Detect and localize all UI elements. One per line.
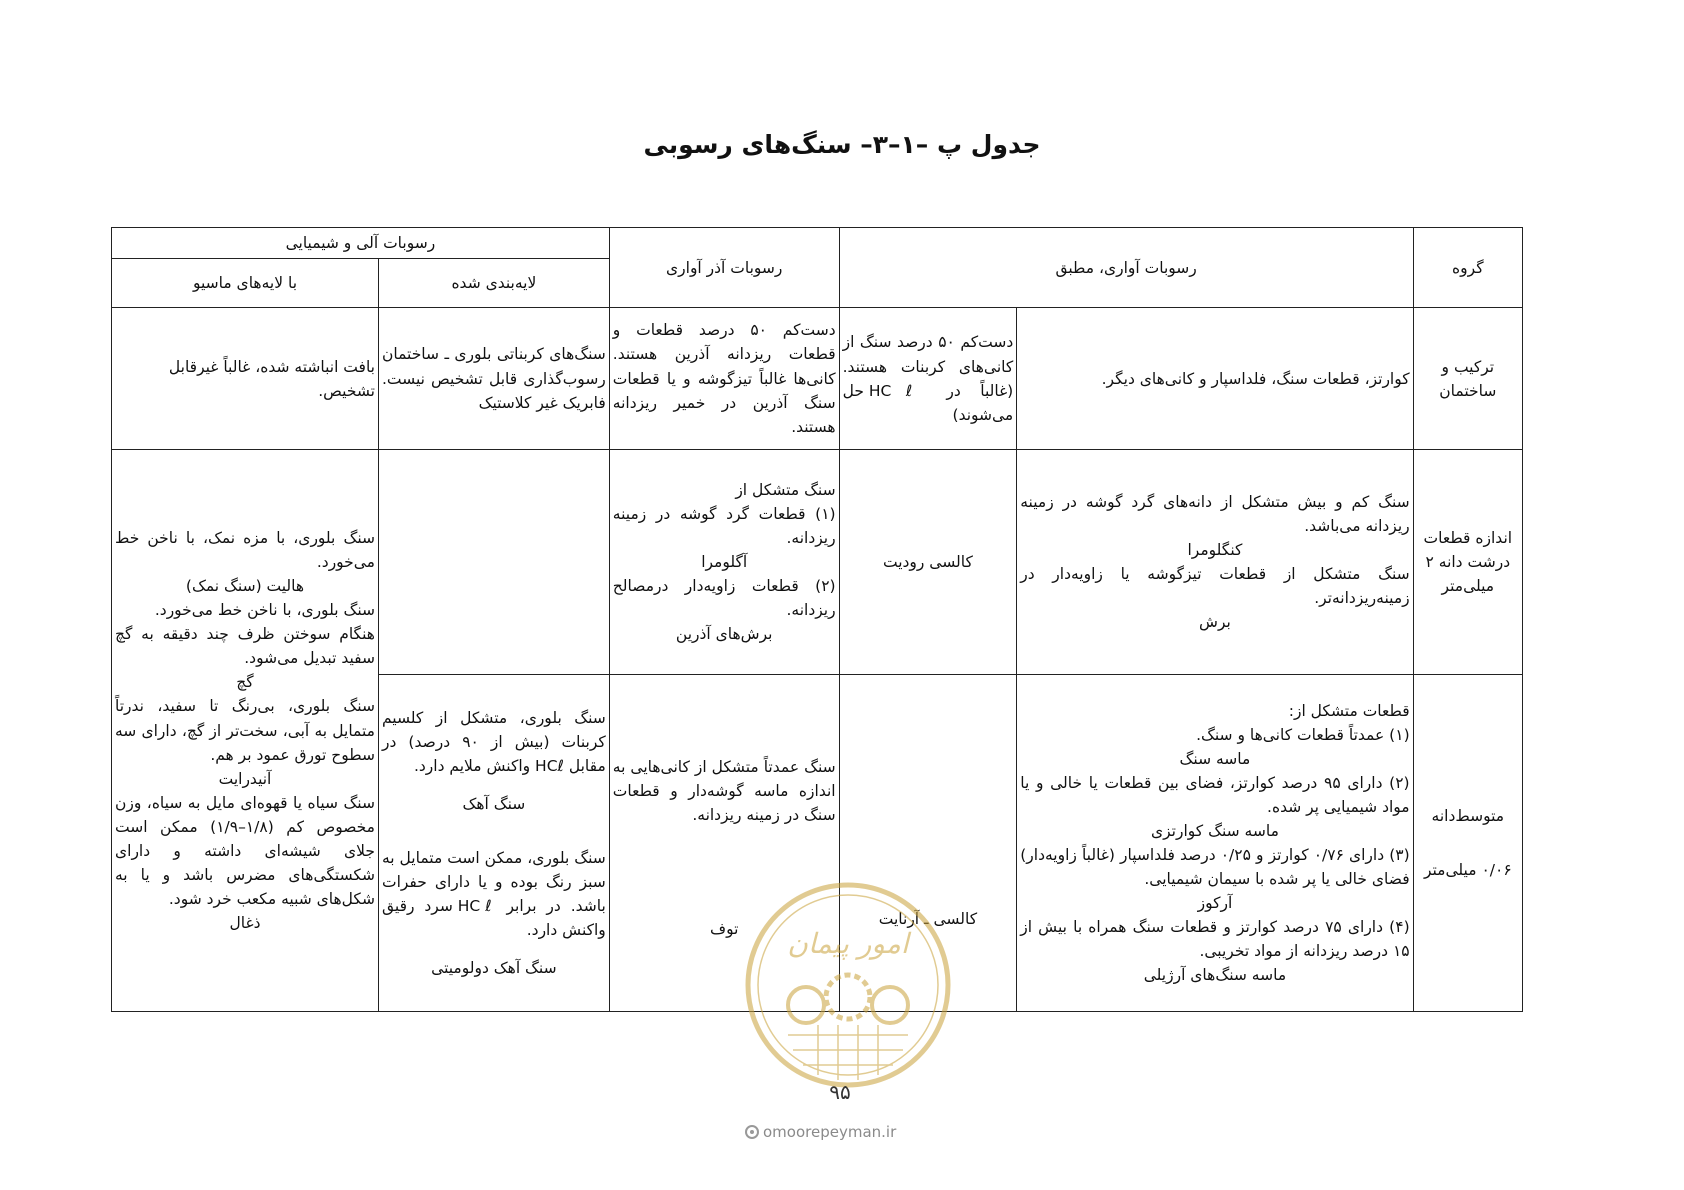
argillaceous-sandstone-name: ماسه سنگ‌های آرژیلی — [1143, 966, 1287, 985]
breccia-name: برش — [1199, 613, 1231, 632]
header-organic-chemical: رسوبات آلی و شیمیایی — [112, 228, 610, 259]
header-group: گروه — [1413, 228, 1522, 308]
conglomerate-name: کنگلومرا — [1187, 541, 1243, 559]
website-text: omoorepeyman.ir — [763, 1123, 897, 1141]
header-massive: با لایه‌های ماسیو — [112, 259, 379, 308]
composition-layered: سنگ‌های کربناتی بلوری ـ ساختمان رسوب‌گذاری قابل تشخیص نیست. فابریک غیر کلاستیک — [378, 308, 609, 450]
conglomerate-description: سنگ کم و بیش متشکل از دانه‌های گرد گوشه در زمینه ریزدانه می‌باشد. — [1020, 492, 1410, 535]
composition-clastic-minerals: کوارتز، قطعات سنگ، فلداسپار و کانی‌های دیگر. — [1017, 308, 1413, 450]
dolomitic-limestone-name: سنگ آهک دولومیتی — [431, 959, 557, 978]
row-medium-group — [1413, 675, 1522, 1012]
coal-name: ذغال — [229, 913, 261, 932]
dolomitic-limestone-description: سنگ بلوری، ممکن است متمایل به سبز رنگ بوده و یا دارای حفرات باشد. در برابر HCℓ سرد رقیق واکنش دارد. — [381, 849, 606, 940]
halite-description: سنگ بلوری، با مزه نمک، با ناخن خط می‌خورد. — [115, 529, 375, 572]
gypsum-description-2: هنگام سوختن ظرف چند دقیقه به گچ سفید تبدیل می‌شود. — [115, 625, 375, 668]
massive-column-cell — [112, 450, 379, 1012]
gypsum-description-1: سنگ بلوری، با ناخن خط می‌خورد. — [154, 601, 375, 620]
sandstone-name: ماسه سنگ — [1179, 749, 1251, 768]
website-footer — [745, 1123, 945, 1141]
anhydrite-name: آنیدرایت — [218, 769, 272, 788]
row-composition-group: ترکیب و ساختمان — [1413, 308, 1522, 450]
sandstone-intro: قطعات متشکل از: — [1288, 701, 1410, 720]
agglomerate-name: آگلومرا — [701, 553, 748, 571]
header-clastic: رسوبات آواری، مطبق — [839, 228, 1413, 308]
quartz-sandstone-name: ماسه سنگ کوارتزی — [1150, 822, 1279, 840]
argillaceous-sandstone-description: (۴) دارای ۷۵ درصد کوارتز و قطعات سنگ همراه با بیش از ۱۵ درصد ریزدانه از مواد تخریبی. — [1020, 918, 1410, 961]
volcanic-breccia-name: برش‌های آذرین — [675, 625, 773, 644]
limestone-name: سنگ آهک — [462, 794, 526, 813]
coarse-clastic-cell — [1017, 450, 1413, 675]
volcanic-breccia-description: (۲) قطعات زاویه‌دار درمصالح ریزدانه. — [612, 577, 836, 620]
breccia-description: سنگ متشکل از قطعات تیزگوشه یا زاویه‌دار در زمینه‌ریزدانه‌تر. — [1020, 565, 1410, 608]
sandstone-description: (۱) عمدتاً قطعات کانی‌ها و سنگ. — [1196, 725, 1410, 744]
arkose-name: آرکوز — [1197, 894, 1233, 913]
medium-group-size: ۰/۰۶ میلی‌متر — [1423, 861, 1512, 880]
row-coarse-group: اندازه قطعات درشت دانه ۲ میلی‌متر — [1413, 450, 1522, 675]
halite-name: هالیت (سنگ نمک) — [185, 577, 305, 596]
header-pyroclastic: رسوبات آذر آواری — [609, 228, 839, 308]
coarse-pyroclastic-cell — [609, 450, 839, 675]
coarse-layered-empty-cell — [378, 450, 609, 675]
composition-pyroclastic: دست‌کم ۵۰ درصد قطعات و قطعات ریزدانه آذرین هستند. کانی‌ها غالباً تیزگوشه و یا قطعات سنگ آذرین در خمیر ریزدانه هستند. — [609, 308, 839, 450]
header-layered: لایه‌بندی شده — [378, 259, 609, 308]
calcarenite-cell: کالسی ـ آرنایت — [839, 675, 1017, 1012]
svg-text:امور پیمان: امور پیمان — [787, 927, 909, 960]
tuff-description: سنگ عمدتاً متشکل از کانی‌هایی به اندازه ماسه گوشه‌دار و قطعات سنگ در زمینه ریزدانه. — [612, 758, 836, 825]
page-number: ۹۵ — [829, 1080, 851, 1104]
composition-massive: بافت انباشته شده، غالباً غیرقابل تشخیص. — [112, 308, 379, 450]
coal-description: سنگ سیاه یا قهوه‌ای مایل به سیاه، وزن مخصوص کم (۱/۸–۱/۹) ممکن است جلای شیشه‌ای داشته و دارای شکستگی‌های مضرس باشد و یا به شکل‌های شبیه مکعب خرد شود. — [115, 793, 375, 908]
agglomerate-description: (۱) قطعات گرد گوشه در زمینه ریزدانه. — [612, 504, 836, 547]
tuff-name: توف — [710, 920, 739, 939]
composition-carbonate: دست‌کم ۵۰ درصد سنگ از کانی‌های کربنات هستند. (غالباً در HCℓ حل می‌شوند) — [839, 308, 1017, 450]
anhydrite-description: سنگ بلوری، بی‌رنگ تا سفید، ندرتاً متمایل به آبی، سخت‌تر از گچ، دارای سه سطوح تورق عمود بر هم. — [115, 697, 375, 764]
quartz-sandstone-description: (۲) دارای ۹۵ درصد کوارتز، فضای بین قطعات یا خالی و یا مواد شیمیایی پر شده. — [1020, 773, 1410, 816]
arkose-description: (۳) دارای ۰/۷۶ کوارتز و ۰/۲۵ درصد فلداسپار (غالباً زاویه‌دار) فضای خالی یا پر شده با سیمان شیمیایی. — [1020, 846, 1410, 889]
limestone-description: سنگ بلوری، متشکل از کلسیم کربنات (بیش از ۹۰ درصد) در مقابل HCℓ واکنش ملایم دارد. — [381, 708, 606, 775]
medium-clastic-cell — [1017, 675, 1413, 1012]
instagram-icon — [745, 1125, 759, 1139]
pyroclastic-intro: سنگ متشکل از — [735, 480, 836, 499]
calcirudite-cell: کالسی رودیت — [839, 450, 1017, 675]
medium-layered-cell — [378, 675, 609, 1012]
gypsum-name: گچ — [236, 673, 254, 692]
page-title: جدول پ –۱–۳– سنگ‌های رسوبی — [643, 130, 1041, 159]
medium-group-label: متوسط‌دانه — [1431, 807, 1505, 825]
publisher-seal-icon — [738, 875, 958, 1095]
